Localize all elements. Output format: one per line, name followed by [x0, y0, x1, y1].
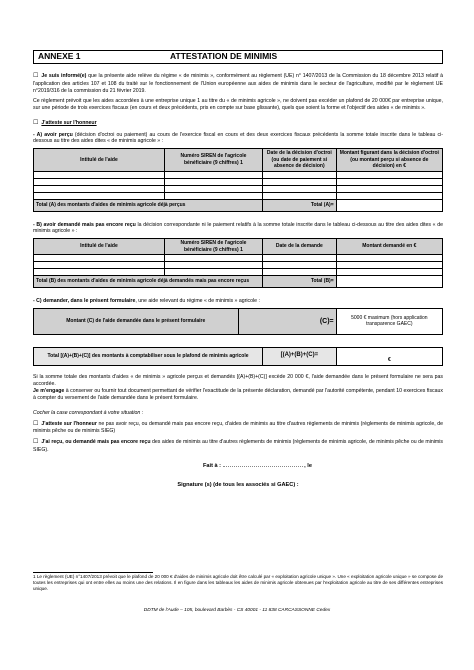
checkbox-informed[interactable]: ☐	[33, 73, 39, 79]
checkbox-honneur[interactable]: ☐	[33, 119, 39, 126]
section-b-label: - B) avoir demandé mais pas encore reçu la décision correspondante ni le paiement relatifs à la somme totale inscrite dans le tableau ci-dessous au titre des aides dites « de minimis agricole » :	[33, 221, 443, 235]
footnote-divider	[33, 572, 153, 573]
total-a-label: Total (A) des montants d'aides de minimis agricole déjà perçus	[34, 199, 263, 211]
engagement-paragraph: Je m'engage à conserver ou fournir tout document permettant de vérifier l'exactitude de la présente déclaration, demandé par l'autorité compétente, pendant 10 exercices fiscaux à compter du versement de l'aide demandée dans le présent formulaire.	[33, 388, 443, 402]
table-row	[34, 185, 443, 192]
table-b	[33, 238, 443, 288]
total-a-field[interactable]	[336, 199, 442, 211]
table-row	[34, 178, 443, 185]
fait-line	[33, 463, 443, 470]
total-a-value-label: Total (A)=	[263, 199, 337, 211]
total-abc-formula: [(A)+(B)+(C)=	[263, 347, 337, 365]
honneur-heading: J'atteste sur l'honneur	[41, 119, 97, 126]
c-cap-note[interactable]: 5000 € maximum (hors application transparence GAEC)	[336, 308, 442, 334]
le-label: , le	[304, 462, 312, 469]
table-a-header: Numéro SIREN de l'agricole bénéficiaire (9 chiffres) 1	[164, 149, 262, 172]
table-a	[33, 148, 443, 212]
fait-a-field[interactable]	[223, 466, 303, 467]
choice-heading: Cocher la case correspondant à votre situation :	[33, 409, 144, 416]
total-abc-label: Total [(A)+(B)+(C)] des montants à comptabiliser sous le plafond de minimis agricole	[34, 347, 263, 365]
table-row	[34, 171, 443, 178]
footnote: 1 Le règlement (UE) n°1407/2013 prévoit que le plafond de 20 000 € d'aides de minimis agricole doit être calculé par « exploitation agricole unique ». Une « exploitation agricole unique » se compose de toutes les entreprises qui ont entre elles au moins une des relations. Il en figure dans les tableaux les aides de minimis agricole obtenues par l'exploitation agricole au titre de ses différentes entreprises unique.	[33, 574, 443, 591]
checkbox-option-2[interactable]: ☐	[33, 439, 39, 446]
table-b-header: Numéro SIREN de l'agricole bénéficiaire (9 chiffres) 1	[164, 239, 262, 255]
total-b-label: Total (B) des montants d'aides de minimis agricole déjà demandés mais pas encore reçus	[34, 276, 263, 288]
choice-option-1: ☐ J'atteste sur l'honneur ne pas avoir reçu, ou demandé mais pas encore reçu, d'aides de minimis au titre d'autres règlements de minimis (règlements de minimis agricole, de minimis pêche ou de minimis SIEG)	[33, 420, 444, 435]
annexe-label: ANNEXE 1	[38, 51, 81, 62]
intro-paragraph-2: Ce règlement prévoit que les aides accordées à une entreprise unique 1 au titre du « de minimis agricole », ne doivent pas excéder un plafond de 20 000€ par entreprise unique, sur une période de trois exercices fiscaux (en cours et deux précédents, pris en compte sur base glissante), quels que soient la forme et l'objectif des aides « de minimis ».	[33, 98, 443, 112]
table-row	[34, 262, 443, 269]
table-row	[34, 255, 443, 262]
intro-paragraph-1	[33, 73, 443, 94]
document-page	[33, 50, 443, 489]
warning-paragraph: Si la somme totale des montants d'aides « de minimis » agricole perçus et demandés [(A)+(B)+(C)] excède 20 000 €, l'aide demandée dans le présent formulaire ne sera pas accordée.	[33, 373, 443, 387]
montant-c-label: Montant (C) de l'aide demandée dans le présent formulaire	[34, 308, 239, 334]
table-total	[33, 347, 443, 366]
choice-option-2: ☐ J'ai reçu, ou demandé mais pas encore reçu des aides de minimis au titre d'autres règlements de minimis (règlements de minimis agricole, de minimis pêche ou de minimis SIEG).	[33, 439, 443, 453]
c-value-label: (C)=	[238, 308, 336, 334]
title-bar	[33, 50, 443, 64]
informed-text: que la présente aide relève du régime « de minimis », conformément au règlement (UE) n° 1407/2013 de la Commission du 18 décembre 2013 relatif à l'application des articles 107 et 108 du traité sur le fonctionnement de l'Union européenne aux aides de minimis dans le secteur de l'agriculture, modifié par le règlement UE n°2019/316 de la commission du 21 février 2019.	[33, 73, 443, 94]
page-footer: DDTM de l'Aude – 105, boulevard Barbès - CS 40001 - 11 838 CARCASSONNE Cedex	[143, 608, 331, 613]
honneur-heading-row	[33, 120, 443, 128]
total-b-field[interactable]	[336, 276, 442, 288]
table-a-header: Intitulé de l'aide	[34, 149, 165, 172]
table-c	[33, 308, 443, 335]
fait-a-label: Fait à :	[203, 462, 222, 469]
table-a-header: Date de la décision d'octroi (ou date de paiement si absence de décision)	[263, 149, 337, 172]
document-title: ATTESTATION DE MINIMIS	[170, 51, 278, 62]
table-b-header: Montant demandé en €	[336, 239, 442, 255]
signature-label: Signature (s) (de tous les associés si GAEC) :	[177, 481, 299, 488]
table-row	[34, 269, 443, 276]
total-b-value-label: Total (B)=	[263, 276, 337, 288]
section-a-label: - A) avoir perçu (décision d'octroi ou paiement) au cours de l'exercice fiscal en cours et des deux exercices fiscaux précédents la somme totale inscrite dans le tableau ci-dessous au titre des aides dites « de minimis agricole » :	[33, 131, 443, 145]
table-b-header: Intitulé de l'aide	[34, 239, 165, 255]
section-c-label: - C) demander, dans le présent formulaire, une aide relevant du régime « de minimis » agricole :	[33, 298, 260, 305]
total-abc-field[interactable]: €	[336, 347, 442, 365]
table-b-header: Date de la demande	[263, 239, 337, 255]
checkbox-option-1[interactable]: ☐	[33, 420, 39, 427]
informed-bold: Je suis informé(e)	[41, 73, 87, 79]
table-a-header: Montant figurant dans la décision d'octroi (ou montant perçu si absence de décision) en €	[336, 149, 442, 172]
table-row	[34, 192, 443, 199]
